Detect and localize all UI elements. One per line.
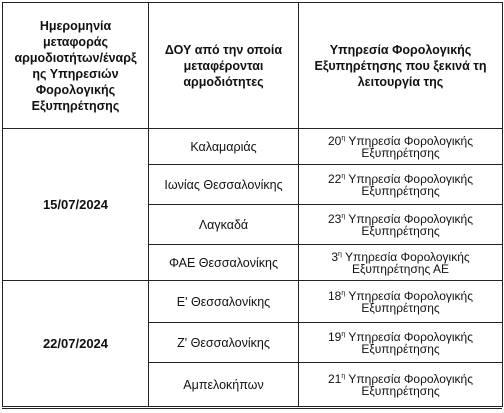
transfer-schedule-table [2,2,503,407]
service-cell [299,323,503,363]
service-text [305,331,496,355]
service-cell [299,205,503,245]
ordinal-suffix: η [341,290,346,297]
service-text [305,251,496,275]
service-cell [299,129,503,165]
service-name: Υπηρεσία Φορολογικής Εξυπηρέτησης [348,172,473,198]
service-name: Υπηρεσία Φορολογικής Εξυπηρέτησης ΑΕ [345,250,470,276]
next-table-edge [2,408,502,413]
ordinal-suffix: η [341,331,346,338]
ordinal-suffix: η [341,135,346,142]
table-row [3,281,503,323]
service-cell [299,281,503,323]
ordinal-suffix: η [341,373,346,380]
date-cell: 15/07/2024 [3,129,149,281]
service-text [305,373,496,397]
service-number: 21 [327,372,342,386]
ordinal-suffix: η [341,173,346,180]
service-number: 23 [327,212,342,226]
table-row [3,129,503,165]
service-text [305,290,496,314]
service-cell [299,165,503,205]
service-name: Υπηρεσία Φορολογικής Εξυπηρέτησης [348,330,473,356]
service-name: Υπηρεσία Φορολογικής Εξυπηρέτησης [348,134,473,160]
service-number: 22 [327,172,342,186]
date-cell: 22/07/2024 [3,281,149,407]
header-source-dou: ΔΟΥ από την οποία μεταφέρονται αρμοδιότητες [149,3,299,129]
service-number: 20 [327,134,342,148]
dou-cell: ΦΑΕ Θεσσαλονίκης [149,245,299,281]
service-cell [299,363,503,407]
service-name: Υπηρεσία Φορολογικής Εξυπηρέτησης [348,212,473,238]
header-date: Ημερομηνία μεταφοράς αρμοδιοτήτων/έναρξ ης Υπηρεσιών Φορολογικής Εξυπηρέτησης [3,3,149,129]
ordinal-suffix: η [341,213,346,220]
dou-cell: Καλαμαριάς [149,129,299,165]
service-text [305,135,496,159]
service-text [305,213,496,237]
service-number: 19 [327,330,342,344]
service-name: Υπηρεσία Φορολογικής Εξυπηρέτησης [348,289,473,315]
header-service: Υπηρεσία Φορολογικής Εξυπηρέτησης που ξεκινά τη λειτουργία της [299,3,503,129]
service-number: 3 [331,250,339,264]
ordinal-suffix: η [338,251,342,258]
dou-cell: Ε' Θεσσαλονίκης [149,281,299,323]
dou-cell: Λαγκαδά [149,205,299,245]
header-row [3,3,503,129]
dou-cell: Αμπελοκήπων [149,363,299,407]
dou-cell: Ιωνίας Θεσσαλονίκης [149,165,299,205]
service-number: 18 [327,289,342,303]
service-name: Υπηρεσία Φορολογικής Εξυπηρέτησης [348,372,473,398]
service-text [305,173,496,197]
service-cell [299,245,503,281]
dou-cell: Ζ' Θεσσαλονίκης [149,323,299,363]
